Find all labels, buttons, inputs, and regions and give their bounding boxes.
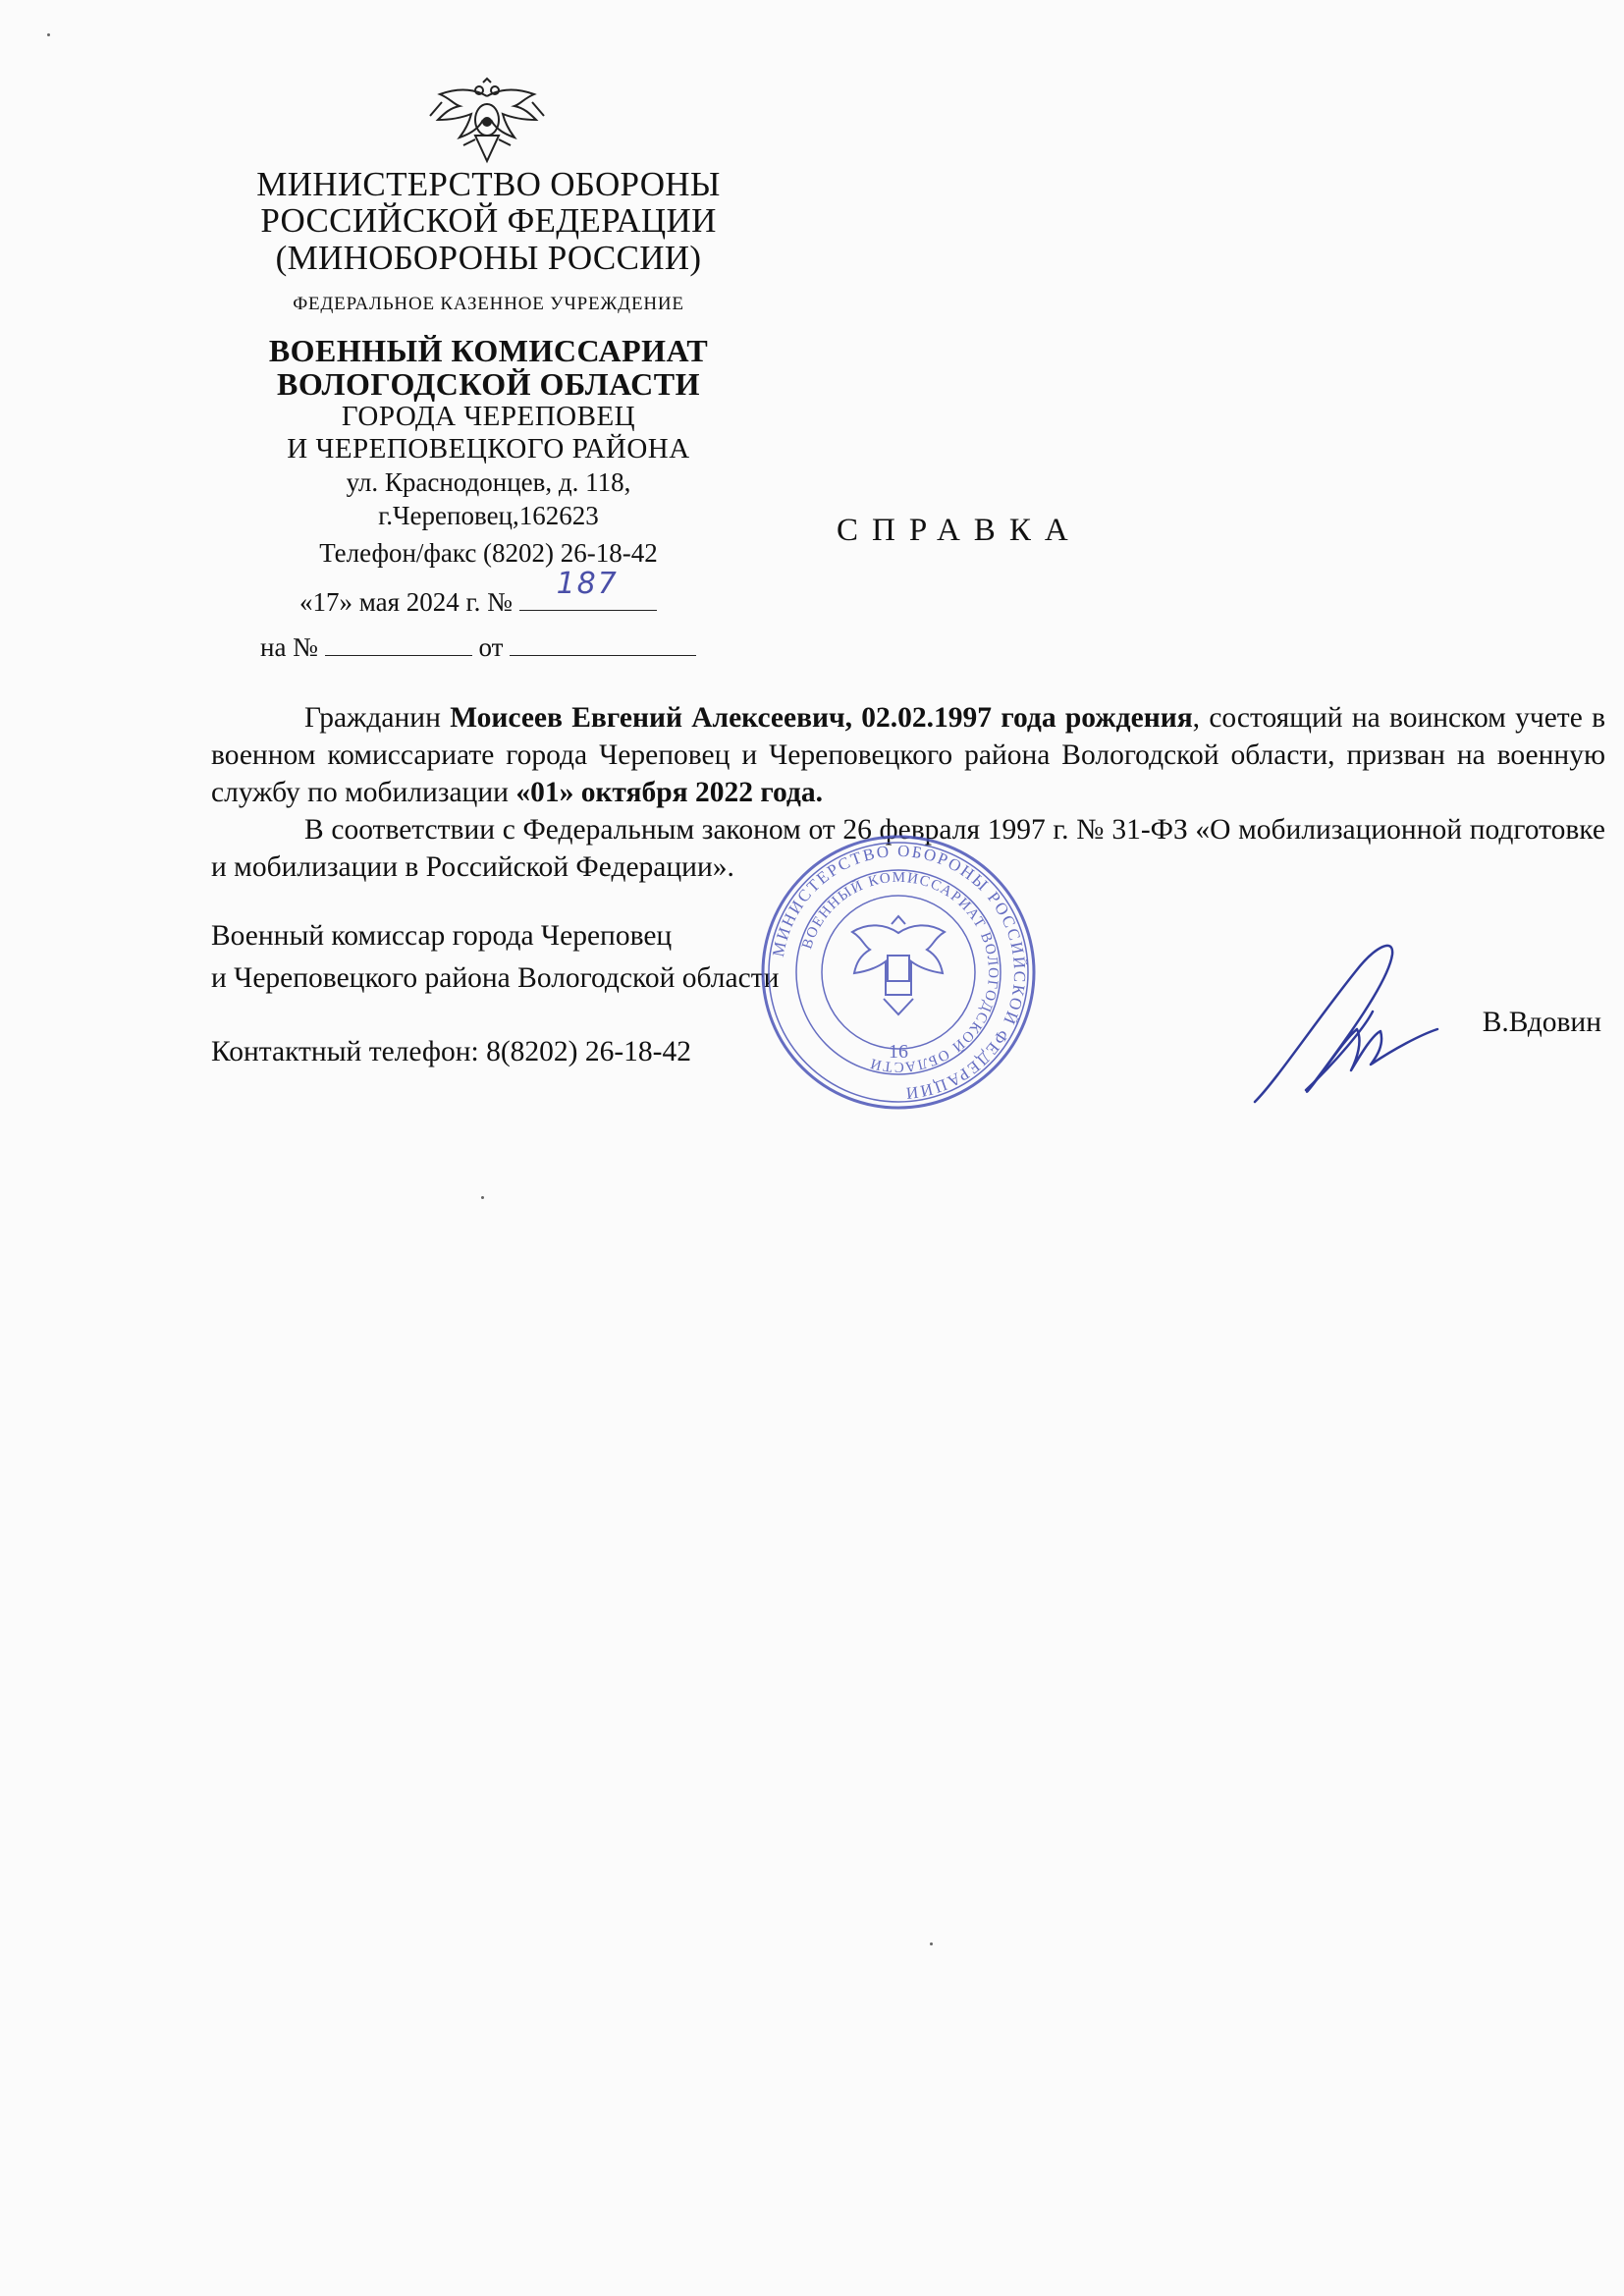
- institution-type: ФЕДЕРАЛЬНОЕ КАЗЕННОЕ УЧРЕЖДЕНИЕ: [293, 294, 684, 314]
- scan-speck: [481, 1196, 484, 1199]
- stamp-outer-text: МИНИСТЕРСТВО ОБОРОНЫ РОССИЙСКОЙ ФЕДЕРАЦИИ: [768, 841, 1030, 1104]
- ministry-line-3: (МИНОБОРОНЫ РОССИИ): [275, 239, 702, 277]
- p1-start: Гражданин: [304, 702, 451, 734]
- document-title: СПРАВКА: [837, 513, 1082, 548]
- mobilization-date: «01» октября 2022 года.: [515, 777, 823, 808]
- scan-speck: [930, 1942, 933, 1945]
- org-line-1: ВОЕННЫЙ КОМИССАРИАТ: [268, 333, 709, 368]
- registration-number-field: [519, 567, 657, 611]
- contact-phone: Контактный телефон: 8(8202) 26-18-42: [211, 1036, 691, 1067]
- signer-position-line-2: и Череповецкого района Вологодской области: [211, 962, 780, 994]
- reference-date-field: [510, 633, 696, 656]
- reference-number-field: [325, 633, 472, 656]
- citizen-name: Моисеев Евгений Алексеевич, 02.02.1997 года рождения: [450, 702, 1193, 734]
- org-line-4: И ЧЕРЕПОВЕЦКОГО РАЙОНА: [287, 433, 690, 465]
- official-stamp: [746, 830, 1051, 1115]
- stamp-inner-text: ВОЕННЫЙ КОМИССАРИАТ ВОЛОГОДСКОЙ ОБЛАСТИ: [799, 869, 1001, 1075]
- paragraph-1: [211, 699, 1605, 811]
- handwritten-signature: [1247, 933, 1443, 1110]
- ministry-line-2: РОССИЙСКОЙ ФЕДЕРАЦИИ: [260, 201, 717, 240]
- ministry-line-1: МИНИСТЕРСТВО ОБОРОНЫ: [256, 165, 721, 203]
- reference-line: [260, 632, 696, 663]
- registration-number: 187: [556, 567, 619, 601]
- address-line-2: г.Череповец,162623: [378, 501, 599, 530]
- signer-position-line-1: Военный комиссар города Череповец: [211, 920, 673, 952]
- stamp-eagle-icon: [852, 916, 945, 1014]
- paragraph-2: В соответствии с Федеральным законом от 26 февраля 1997 г. № 31-ФЗ «О мобилизационной подготовке и мобилизации в Российской Федерации».: [211, 814, 1605, 883]
- registration-date: «17» мая 2024 г. №: [299, 587, 513, 617]
- address-line-1: ул. Краснодонцев, д. 118,: [346, 467, 631, 497]
- phone-fax: Телефон/факс (8202) 26-18-42: [319, 538, 658, 568]
- reference-prefix: на №: [260, 632, 318, 662]
- p1-mid: , состоящий на воинском учете в военном комиссариате города Череповец и Череповецкого района Вологодской области, призван на военную службу по мобилизации: [211, 702, 1605, 808]
- org-line-2: ВОЛОГОДСКОЙ ОБЛАСТИ: [277, 366, 700, 402]
- reference-from-label: от: [478, 632, 504, 662]
- eagle-emblem-icon: [420, 77, 554, 167]
- signer-name: В.Вдовин: [1482, 1007, 1601, 1038]
- registration-line: [299, 567, 657, 618]
- stamp-number: 16: [889, 1041, 908, 1063]
- org-line-3: ГОРОДА ЧЕРЕПОВЕЦ: [341, 401, 636, 432]
- scan-speck: [47, 33, 50, 36]
